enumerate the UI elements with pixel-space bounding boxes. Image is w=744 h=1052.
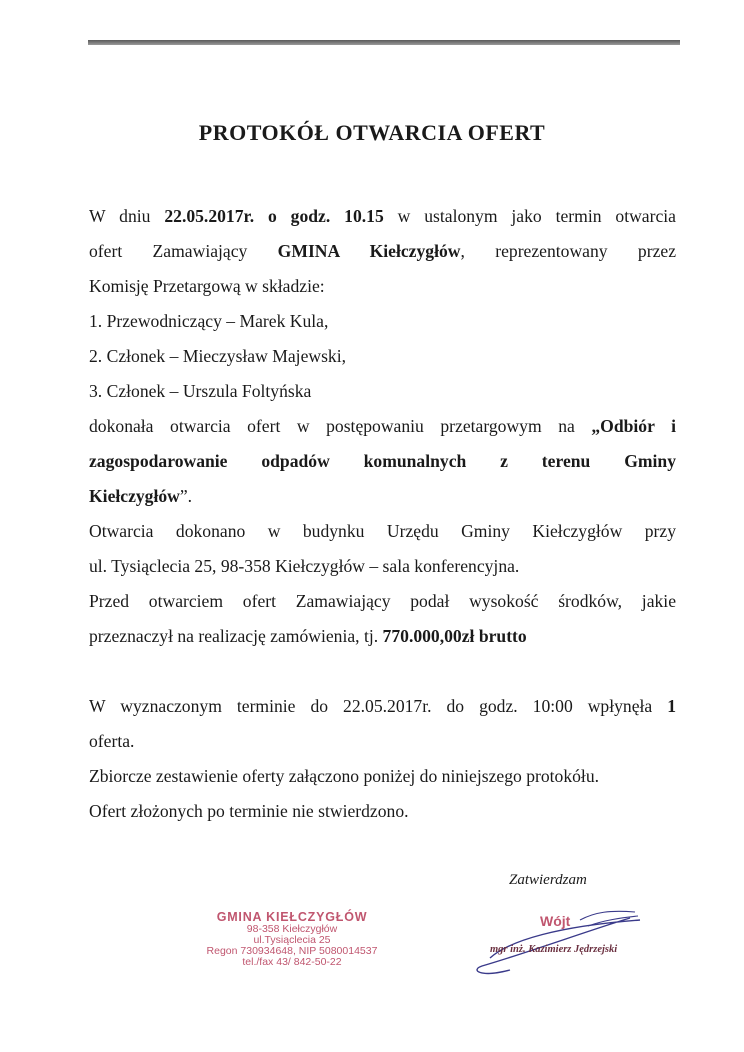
stamp-title: Wójt [540,913,571,929]
stamp-signatory: mgr inż. Kazimierz Jędrzejski [490,944,618,955]
signature-mark [470,900,660,980]
stamp-line: tel./fax 43/ 842-50-22 [242,956,342,968]
body-line: Zbiorcze zestawienie oferty załączono poniżej do niniejszego protokółu. [89,766,600,786]
committee-member: 2. Członek – Mieczysław Majewski, [89,346,347,366]
document-body [89,199,676,829]
body-line: ofert Zamawiający GMINA Kiełczygłów, reprezentowany przez [89,241,677,261]
body-line: przeznaczył na realizację zamówienia, tj. 770.000,00zł brutto [89,626,527,646]
office-stamp [200,910,384,968]
body-line: oferta. [89,731,135,751]
header-rule [88,40,680,45]
body-line: ul. Tysiąclecia 25, 98-358 Kiełczygłów – sala konferencyjna. [89,556,520,576]
body-line: Kiełczygłów”. [89,486,193,506]
stamp-line: 98-358 Kiełczygłów [246,923,338,935]
body-line: W dniu 22.05.2017r. o godz. 10.15 w ustalonym jako termin otwarcia [89,206,676,226]
stamp-line: ul.Tysiąclecia 25 [253,934,331,946]
document-title: PROTOKÓŁ OTWARCIA OFERT [198,120,546,145]
committee-member: 3. Członek – Urszula Foltyńska [89,381,312,401]
body-line: zagospodarowanie odpadów komunalnych z terenu Gminy [89,451,676,471]
stamp-name: GMINA KIEŁCZYGŁÓW [216,910,368,924]
body-line: Przed otwarciem ofert Zamawiający podał wysokość środków, jakie [89,591,676,611]
body-line: Otwarcia dokonano w budynku Urzędu Gminy Kiełczygłów przy [89,521,676,541]
approval-label: Zatwierdzam [509,872,587,888]
stamp-line: Regon 730934648, NIP 5080014537 [206,945,378,957]
committee-member: 1. Przewodniczący – Marek Kula, [89,311,329,331]
body-line: W wyznaczonym terminie do 22.05.2017r. do godz. 10:00 wpłynęła 1 [89,696,676,716]
body-line: Ofert złożonych po terminie nie stwierdzono. [89,801,409,821]
body-line: Komisję Przetargową w składzie: [89,276,325,296]
body-line: dokonała otwarcia ofert w postępowaniu przetargowym na „Odbiór i [89,416,677,436]
